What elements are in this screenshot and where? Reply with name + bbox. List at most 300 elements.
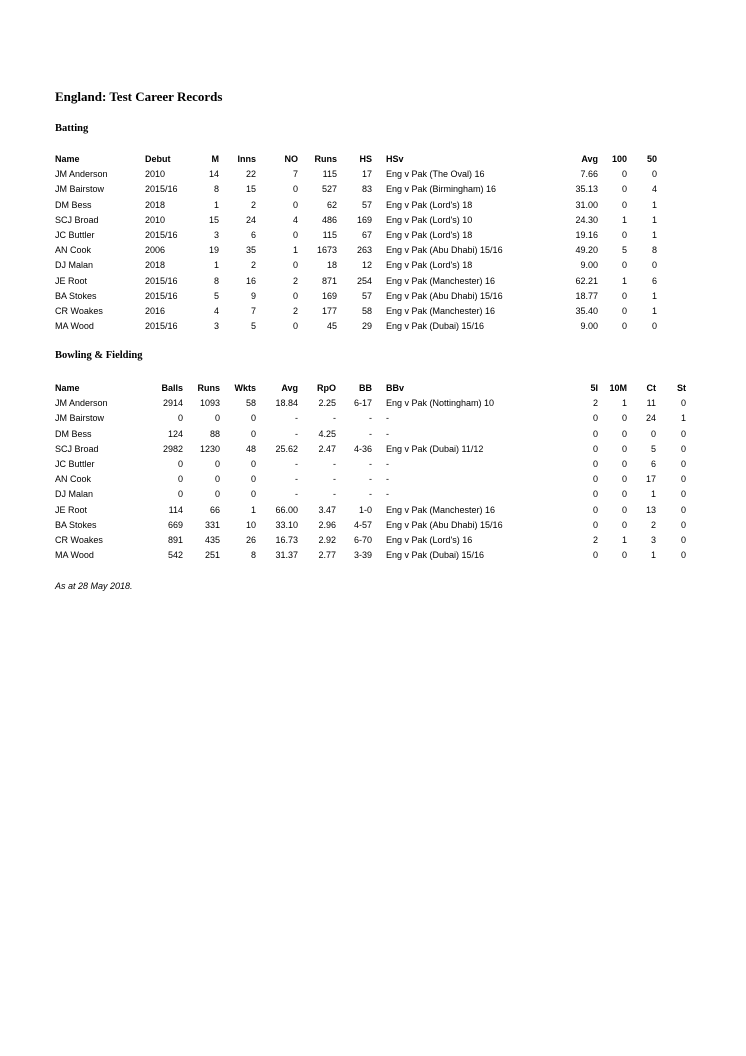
bowling-cell-bb: 4-36: [353, 443, 372, 454]
bowling-cell-rpo: 2.47: [318, 443, 336, 454]
bowling-heading: Bowling & Fielding: [55, 350, 143, 361]
batting-cell-hsv: Eng v Pak (The Oval) 16: [386, 169, 485, 180]
batting-cell-50: 1: [651, 290, 657, 301]
batting-cell-hsv: Eng v Pak (Manchester) 16: [386, 275, 496, 286]
batting-cell-hs: 29: [361, 321, 372, 332]
bowling-cell-st: 0: [680, 489, 686, 500]
batting-header-runs: Runs: [314, 154, 337, 164]
bowling-cell-5i: 0: [592, 474, 598, 485]
batting-cell-runs: 62: [326, 199, 337, 210]
batting-header-row: [0, 152, 746, 167]
batting-cell-runs: 115: [322, 169, 337, 180]
bowling-header-balls: Balls: [161, 383, 183, 393]
batting-cell-m: 1: [213, 199, 219, 210]
bowling-cell-wkts: 0: [250, 413, 256, 424]
batting-cell-50: 0: [651, 321, 657, 332]
bowling-cell-ct: 17: [645, 474, 656, 485]
batting-cell-50: 6: [651, 275, 657, 286]
batting-cell-hsv: Eng v Pak (Manchester) 16: [386, 305, 496, 316]
batting-cell-runs: 45: [326, 321, 337, 332]
bowling-cell-ct: 24: [645, 413, 656, 424]
batting-cell-debut: 2010: [145, 214, 166, 225]
bowling-cell-10m: 1: [621, 398, 627, 409]
bowling-cell-st: 1: [680, 413, 686, 424]
batting-cell-50: 1: [651, 229, 657, 240]
batting-cell-100: 0: [621, 199, 627, 210]
bowling-cell-5i: 2: [592, 534, 598, 545]
batting-cell-100: 0: [621, 290, 627, 301]
bowling-header-bb: BB: [359, 383, 372, 393]
batting-cell-100: 0: [621, 169, 627, 180]
bowling-cell-bb: -: [369, 458, 372, 469]
batting-cell-hs: 169: [356, 214, 372, 225]
batting-cell-name: CR Woakes: [55, 305, 103, 316]
batting-cell-debut: 2015/16: [145, 184, 178, 195]
bowling-cell-name: JE Root: [55, 504, 88, 515]
bowling-cell-10m: 0: [621, 550, 627, 561]
bowling-cell-name: AN Cook: [55, 474, 92, 485]
bowling-cell-avg: 16.73: [275, 534, 298, 545]
bowling-cell-ct: 1: [650, 489, 656, 500]
bowling-cell-rpo: -: [333, 489, 336, 500]
bowling-cell-runs: 331: [204, 519, 220, 530]
batting-cell-m: 4: [213, 305, 219, 316]
bowling-cell-runs: 0: [214, 458, 220, 469]
batting-cell-inns: 16: [245, 275, 256, 286]
bowling-cell-avg: 18.84: [275, 398, 298, 409]
batting-header-debut: Debut: [145, 154, 171, 164]
bowling-cell-ct: 11: [646, 398, 656, 409]
batting-cell-debut: 2015/16: [145, 275, 178, 286]
batting-cell-hsv: Eng v Pak (Dubai) 15/16: [386, 321, 485, 332]
batting-cell-debut: 2006: [145, 245, 166, 256]
bowling-cell-wkts: 0: [250, 489, 256, 500]
bowling-cell-10m: 0: [621, 443, 627, 454]
footnote: As at 28 May 2018.: [55, 581, 133, 591]
bowling-fielding-table: [0, 381, 746, 563]
batting-cell-hs: 254: [356, 275, 372, 286]
bowling-cell-rpo: 2.92: [318, 534, 336, 545]
batting-heading: Batting: [55, 123, 89, 134]
bowling-cell-bbv: Eng v Pak (Dubai) 11/12: [386, 443, 484, 454]
batting-cell-50: 0: [651, 260, 657, 271]
bowling-cell-runs: 88: [209, 428, 220, 439]
bowling-cell-10m: 0: [621, 519, 627, 530]
bowling-cell-5i: 0: [592, 428, 598, 439]
bowling-cell-balls: 114: [168, 504, 183, 515]
batting-cell-hs: 263: [356, 245, 372, 256]
batting-cell-hsv: Eng v Pak (Lord's) 10: [386, 214, 473, 225]
batting-cell-inns: 35: [245, 245, 256, 256]
batting-header-m: M: [211, 154, 219, 164]
bowling-cell-10m: 0: [621, 413, 627, 424]
batting-row: [0, 167, 746, 182]
bowling-cell-bbv: Eng v Pak (Nottingham) 10: [386, 398, 495, 409]
batting-cell-hs: 12: [361, 260, 372, 271]
bowling-cell-st: 0: [680, 504, 686, 515]
batting-cell-inns: 9: [250, 290, 256, 301]
batting-cell-hs: 58: [361, 305, 372, 316]
bowling-cell-rpo: 2.96: [318, 519, 336, 530]
bowling-row: [0, 472, 746, 487]
batting-cell-hsv: Eng v Pak (Lord's) 18: [386, 199, 473, 210]
bowling-row: [0, 503, 746, 518]
bowling-cell-wkts: 10: [245, 519, 256, 530]
batting-cell-avg: 7.66: [580, 169, 598, 180]
bowling-cell-wkts: 48: [245, 443, 256, 454]
batting-cell-no: 2: [292, 275, 298, 286]
batting-cell-name: AN Cook: [55, 245, 92, 256]
batting-cell-100: 0: [621, 260, 627, 271]
bowling-cell-bb: -: [369, 413, 372, 424]
batting-cell-no: 2: [292, 305, 298, 316]
batting-cell-no: 0: [292, 321, 298, 332]
bowling-header-10m: 10M: [609, 383, 627, 393]
batting-cell-avg: 24.30: [575, 214, 598, 225]
bowling-header-5i: 5I: [590, 383, 598, 393]
batting-header-50: 50: [646, 154, 657, 164]
batting-cell-50: 1: [651, 305, 657, 316]
batting-cell-avg: 35.13: [575, 184, 598, 195]
bowling-cell-rpo: -: [333, 458, 336, 469]
batting-cell-100: 5: [621, 245, 627, 256]
bowling-cell-runs: 1093: [199, 398, 220, 409]
batting-cell-runs: 486: [321, 214, 337, 225]
bowling-cell-5i: 0: [592, 413, 598, 424]
batting-cell-100: 0: [621, 184, 627, 195]
bowling-cell-bbv: Eng v Pak (Abu Dhabi) 15/16: [386, 519, 503, 530]
batting-cell-runs: 177: [321, 305, 337, 316]
bowling-row: [0, 487, 746, 502]
batting-cell-hs: 57: [361, 199, 372, 210]
bowling-cell-5i: 0: [592, 550, 598, 561]
batting-cell-name: SCJ Broad: [55, 214, 99, 225]
batting-cell-50: 0: [651, 169, 657, 180]
batting-cell-runs: 115: [322, 229, 337, 240]
bowling-cell-5i: 0: [592, 504, 598, 515]
batting-cell-100: 0: [621, 229, 627, 240]
batting-cell-debut: 2015/16: [145, 290, 178, 301]
bowling-cell-name: SCJ Broad: [55, 443, 99, 454]
batting-cell-runs: 527: [321, 184, 337, 195]
bowling-cell-st: 0: [680, 428, 686, 439]
batting-cell-name: BA Stokes: [55, 290, 97, 301]
bowling-cell-bbv: -: [386, 474, 389, 485]
batting-header-inns: Inns: [237, 154, 256, 164]
bowling-cell-avg: -: [295, 474, 298, 485]
batting-cell-hs: 57: [361, 290, 372, 301]
bowling-cell-balls: 2982: [162, 443, 183, 454]
batting-cell-name: MA Wood: [55, 321, 94, 332]
bowling-cell-wkts: 0: [250, 428, 256, 439]
bowling-cell-bb: -: [369, 428, 372, 439]
bowling-cell-balls: 0: [177, 458, 183, 469]
bowling-row: [0, 442, 746, 457]
batting-cell-runs: 871: [321, 275, 337, 286]
bowling-cell-bbv: -: [386, 458, 389, 469]
bowling-cell-rpo: -: [333, 413, 336, 424]
batting-cell-100: 0: [621, 305, 627, 316]
bowling-cell-name: JC Buttler: [55, 458, 95, 469]
bowling-header-bbv: BBv: [386, 383, 405, 393]
bowling-cell-st: 0: [680, 519, 686, 530]
bowling-cell-balls: 124: [167, 428, 183, 439]
batting-header-100: 100: [611, 154, 627, 164]
bowling-cell-ct: 5: [650, 443, 656, 454]
batting-cell-hsv: Eng v Pak (Lord's) 18: [386, 260, 473, 271]
batting-cell-avg: 35.40: [575, 305, 598, 316]
batting-row: [0, 198, 746, 213]
batting-cell-debut: 2018: [145, 199, 166, 210]
batting-cell-avg: 9.00: [580, 260, 598, 271]
batting-cell-no: 0: [292, 260, 298, 271]
batting-cell-name: DM Bess: [55, 199, 92, 210]
bowling-cell-avg: -: [295, 428, 298, 439]
bowling-cell-avg: 33.10: [275, 519, 298, 530]
bowling-header-name: Name: [55, 383, 80, 393]
batting-cell-debut: 2015/16: [145, 321, 178, 332]
batting-cell-100: 0: [621, 321, 627, 332]
bowling-cell-10m: 0: [621, 458, 627, 469]
bowling-cell-bbv: -: [386, 428, 389, 439]
batting-cell-name: JC Buttler: [55, 229, 95, 240]
batting-cell-50: 8: [651, 245, 657, 256]
bowling-cell-ct: 3: [650, 534, 656, 545]
batting-cell-m: 14: [208, 169, 219, 180]
bowling-cell-st: 0: [680, 458, 686, 469]
bowling-cell-balls: 669: [167, 519, 183, 530]
batting-cell-m: 19: [208, 245, 219, 256]
batting-cell-no: 0: [292, 199, 298, 210]
batting-cell-no: 1: [292, 245, 298, 256]
bowling-cell-5i: 0: [592, 443, 598, 454]
bowling-cell-balls: 0: [177, 413, 183, 424]
bowling-cell-bb: 6-70: [353, 534, 372, 545]
batting-cell-hsv: Eng v Pak (Abu Dhabi) 15/16: [386, 290, 503, 301]
bowling-cell-balls: 891: [167, 534, 183, 545]
bowling-row: [0, 411, 746, 426]
bowling-cell-runs: 251: [204, 550, 220, 561]
bowling-cell-10m: 0: [621, 474, 627, 485]
bowling-cell-5i: 0: [592, 519, 598, 530]
bowling-cell-bb: -: [369, 474, 372, 485]
batting-cell-no: 0: [292, 229, 298, 240]
bowling-cell-name: DJ Malan: [55, 489, 94, 500]
bowling-cell-bb: 3-39: [353, 550, 372, 561]
batting-cell-debut: 2015/16: [145, 229, 178, 240]
batting-cell-inns: 7: [250, 305, 256, 316]
batting-cell-50: 1: [651, 199, 657, 210]
bowling-cell-wkts: 58: [245, 398, 256, 409]
batting-cell-avg: 62.21: [575, 275, 598, 286]
bowling-cell-balls: 0: [177, 489, 183, 500]
batting-cell-name: JM Anderson: [55, 169, 108, 180]
batting-header-no: NO: [284, 154, 298, 164]
bowling-cell-st: 0: [680, 550, 686, 561]
bowling-cell-bb: 1-0: [358, 504, 372, 515]
batting-cell-inns: 22: [245, 169, 256, 180]
batting-cell-name: DJ Malan: [55, 260, 94, 271]
bowling-cell-st: 0: [680, 474, 686, 485]
bowling-cell-wkts: 0: [250, 458, 256, 469]
bowling-cell-name: BA Stokes: [55, 519, 97, 530]
batting-cell-inns: 2: [250, 199, 256, 210]
bowling-cell-wkts: 1: [250, 504, 256, 515]
bowling-row: [0, 427, 746, 442]
bowling-cell-5i: 0: [592, 489, 598, 500]
batting-cell-hsv: Eng v Pak (Birmingham) 16: [386, 184, 497, 195]
batting-cell-no: 0: [292, 184, 298, 195]
batting-cell-inns: 15: [245, 184, 256, 195]
bowling-cell-name: MA Wood: [55, 550, 94, 561]
batting-cell-avg: 9.00: [580, 321, 598, 332]
batting-row: [0, 274, 746, 289]
batting-cell-100: 1: [621, 214, 627, 225]
bowling-cell-runs: 435: [204, 534, 220, 545]
batting-row: [0, 304, 746, 319]
bowling-cell-bbv: -: [386, 413, 389, 424]
bowling-cell-avg: -: [295, 489, 298, 500]
bowling-cell-rpo: 2.77: [318, 550, 336, 561]
bowling-cell-bb: 4-57: [353, 519, 372, 530]
batting-cell-no: 4: [292, 214, 298, 225]
batting-cell-no: 0: [292, 290, 298, 301]
bowling-cell-runs: 0: [214, 474, 220, 485]
bowling-cell-avg: -: [295, 413, 298, 424]
bowling-cell-bb: 6-17: [353, 398, 372, 409]
batting-cell-avg: 49.20: [575, 245, 598, 256]
bowling-header-row: [0, 381, 746, 396]
bowling-header-ct: Ct: [646, 383, 656, 393]
bowling-cell-runs: 1230: [199, 443, 220, 454]
bowling-cell-st: 0: [680, 443, 686, 454]
bowling-cell-name: JM Bairstow: [55, 413, 105, 424]
batting-cell-inns: 5: [250, 321, 256, 332]
bowling-cell-name: DM Bess: [55, 428, 92, 439]
bowling-cell-avg: 25.62: [275, 443, 298, 454]
bowling-row: [0, 518, 746, 533]
bowling-cell-rpo: 3.47: [318, 504, 336, 515]
batting-cell-inns: 2: [250, 260, 256, 271]
bowling-cell-st: 0: [680, 534, 686, 545]
batting-cell-name: JE Root: [55, 275, 88, 286]
bowling-cell-ct: 13: [645, 504, 656, 515]
batting-cell-hsv: Eng v Pak (Lord's) 18: [386, 229, 473, 240]
bowling-cell-avg: 66.00: [275, 504, 298, 515]
batting-cell-m: 3: [213, 321, 219, 332]
batting-cell-100: 1: [621, 275, 627, 286]
bowling-cell-bbv: Eng v Pak (Lord's) 16: [386, 534, 473, 545]
bowling-cell-avg: 31.37: [275, 550, 298, 561]
batting-cell-avg: 19.16: [575, 229, 598, 240]
bowling-header-wkts: Wkts: [234, 383, 256, 393]
bowling-header-rpo: RpO: [317, 383, 336, 393]
batting-cell-debut: 2018: [145, 260, 166, 271]
batting-header-name: Name: [55, 154, 80, 164]
bowling-cell-10m: 0: [621, 428, 627, 439]
batting-row: [0, 289, 746, 304]
batting-cell-hs: 17: [361, 169, 372, 180]
bowling-cell-runs: 0: [214, 413, 220, 424]
bowling-row: [0, 396, 746, 411]
batting-header-hs: HS: [359, 154, 372, 164]
batting-row: [0, 228, 746, 243]
batting-cell-m: 1: [213, 260, 219, 271]
bowling-header-runs: Runs: [197, 383, 220, 393]
bowling-cell-bbv: Eng v Pak (Manchester) 16: [386, 504, 496, 515]
bowling-cell-name: CR Woakes: [55, 534, 103, 545]
bowling-cell-10m: 0: [621, 489, 627, 500]
bowling-cell-ct: 0: [650, 428, 656, 439]
bowling-cell-balls: 0: [177, 474, 183, 485]
batting-cell-runs: 1673: [316, 245, 337, 256]
bowling-cell-runs: 66: [209, 504, 220, 515]
batting-row: [0, 319, 746, 334]
bowling-cell-10m: 0: [621, 504, 627, 515]
bowling-cell-bb: -: [369, 489, 372, 500]
batting-cell-m: 15: [208, 214, 219, 225]
batting-cell-debut: 2016: [145, 305, 166, 316]
bowling-cell-bbv: Eng v Pak (Dubai) 15/16: [386, 550, 485, 561]
bowling-cell-balls: 2914: [162, 398, 183, 409]
bowling-cell-name: JM Anderson: [55, 398, 108, 409]
bowling-cell-wkts: 26: [245, 534, 256, 545]
batting-cell-debut: 2010: [145, 169, 166, 180]
page-title: England: Test Career Records: [55, 89, 223, 104]
bowling-cell-rpo: 4.25: [318, 428, 336, 439]
bowling-cell-balls: 542: [167, 550, 183, 561]
bowling-cell-ct: 6: [650, 458, 656, 469]
bowling-cell-wkts: 8: [250, 550, 256, 561]
bowling-cell-rpo: 2.25: [318, 398, 336, 409]
batting-cell-inns: 24: [245, 214, 256, 225]
bowling-cell-10m: 1: [621, 534, 627, 545]
batting-cell-avg: 18.77: [575, 290, 598, 301]
batting-cell-m: 8: [213, 275, 219, 286]
batting-row: [0, 213, 746, 228]
batting-cell-hsv: Eng v Pak (Abu Dhabi) 15/16: [386, 245, 503, 256]
batting-row: [0, 258, 746, 273]
batting-cell-50: 1: [651, 214, 657, 225]
batting-cell-runs: 169: [321, 290, 337, 301]
bowling-cell-ct: 1: [650, 550, 656, 561]
bowling-cell-5i: 0: [592, 458, 598, 469]
batting-cell-hs: 83: [361, 184, 372, 195]
bowling-header-avg: Avg: [281, 383, 298, 393]
batting-table: [0, 152, 746, 334]
bowling-cell-5i: 2: [592, 398, 598, 409]
batting-cell-avg: 31.00: [575, 199, 598, 210]
batting-cell-50: 4: [651, 184, 657, 195]
bowling-header-st: St: [677, 383, 686, 393]
bowling-row: [0, 457, 746, 472]
batting-cell-m: 3: [213, 229, 219, 240]
batting-header-avg: Avg: [581, 154, 598, 164]
bowling-row: [0, 533, 746, 548]
batting-header-hsv: HSv: [386, 154, 404, 164]
batting-row: [0, 182, 746, 197]
batting-cell-m: 5: [213, 290, 219, 301]
bowling-cell-ct: 2: [650, 519, 656, 530]
batting-cell-runs: 18: [326, 260, 337, 271]
bowling-cell-rpo: -: [333, 474, 336, 485]
batting-cell-name: JM Bairstow: [55, 184, 105, 195]
bowling-cell-st: 0: [680, 398, 686, 409]
bowling-row: [0, 548, 746, 563]
batting-row: [0, 243, 746, 258]
batting-cell-hs: 67: [361, 229, 372, 240]
bowling-cell-runs: 0: [214, 489, 220, 500]
